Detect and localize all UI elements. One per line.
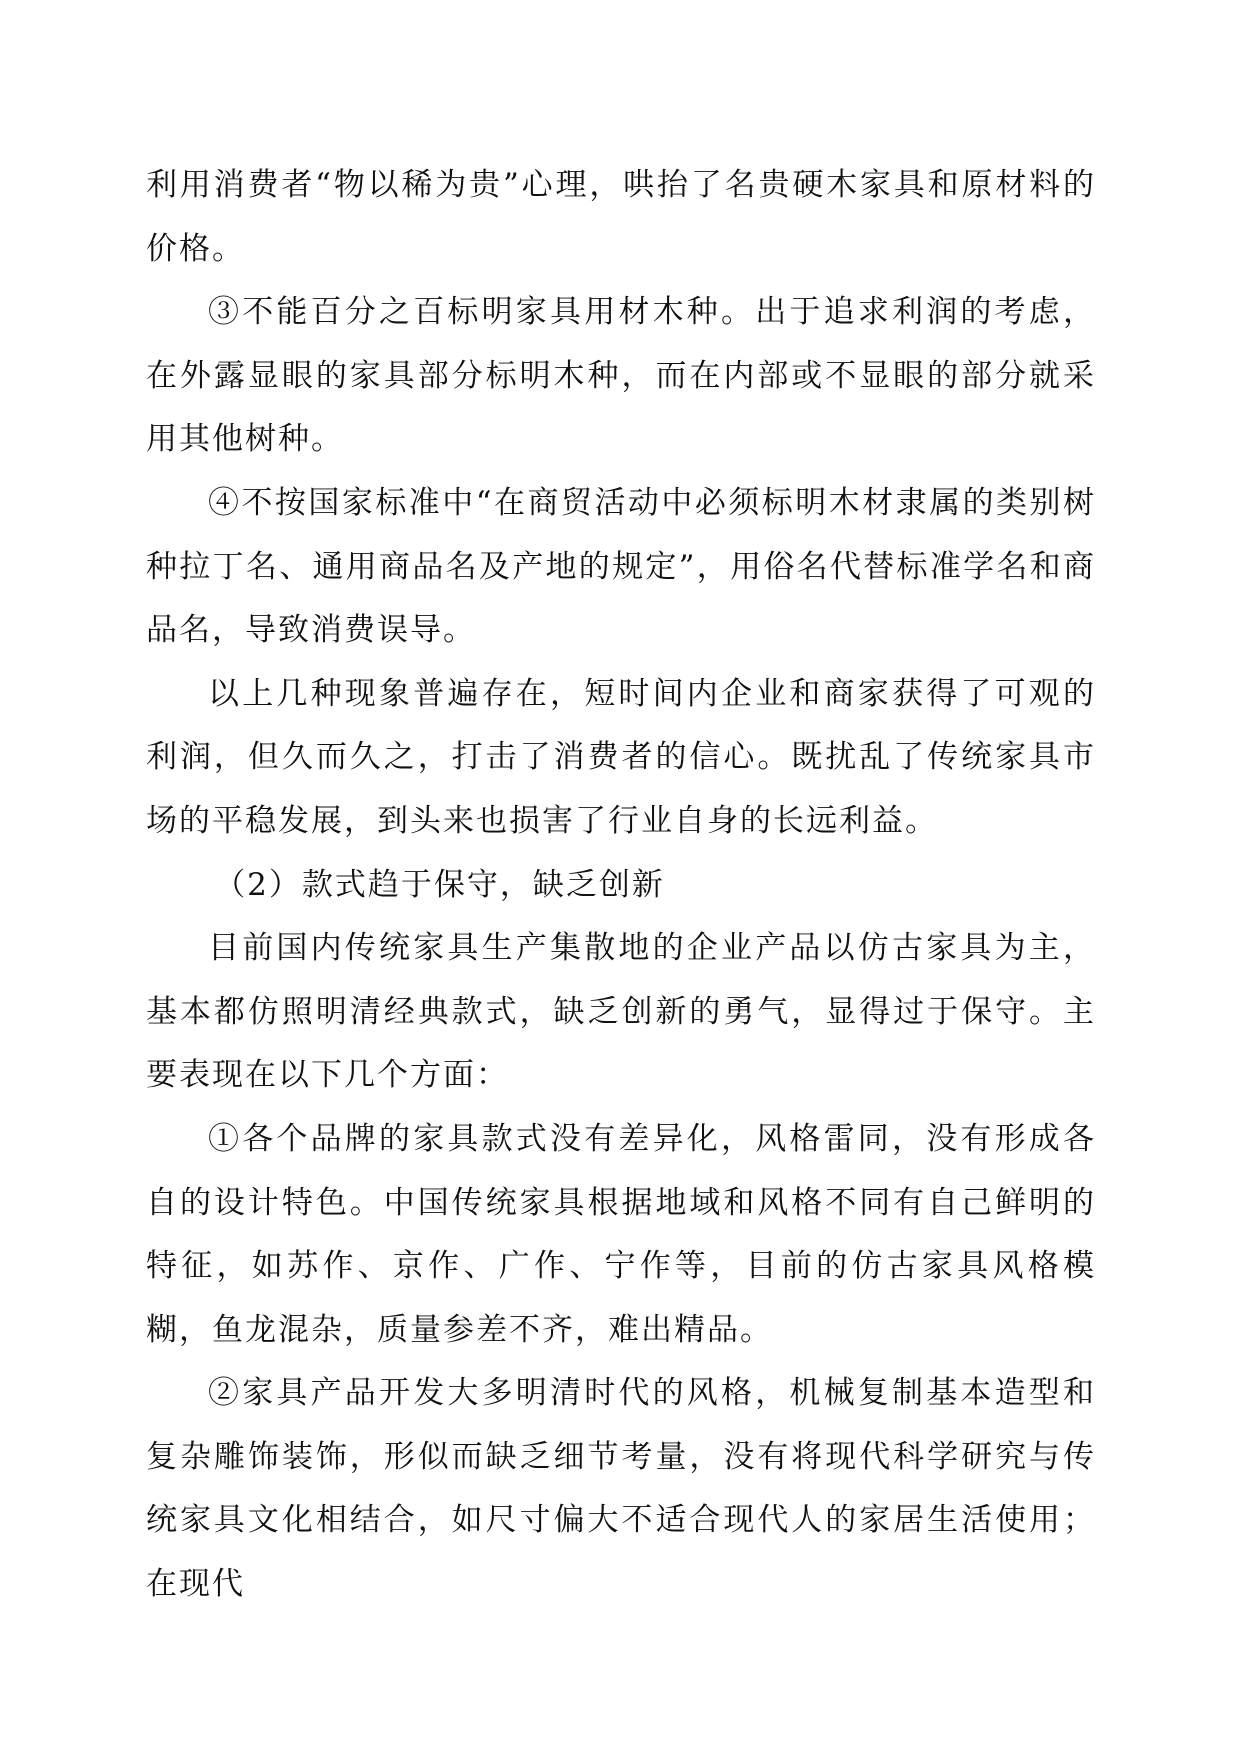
paragraph-intro: 目前国内传统家具生产集散地的企业产品以仿古家具为主，基本都仿照明清经典款式，缺乏创新的勇气，显得过于保守。主要表现在以下几个方面： [146,930,1096,1094]
paragraph-continuation: 利用消费者“物以稀为贵”心理，哄抬了名贵硬木家具和原材料的价格。 [146,167,1096,267]
paragraph-summary: 以上几种现象普遍存在，短时间内企业和商家获得了可观的利润，但久而久之，打击了消费者的信心。既扰乱了传统家具市场的平稳发展，到头来也损害了行业自身的长远利益。 [146,675,1096,839]
paragraph-item-4: ④不按国家标准中“在商贸活动中必须标明木材隶属的类别树种拉丁名、通用商品名及产地的规定”，用俗名代替标准学名和商品名，导致消费误导。 [146,484,1096,649]
paragraph-item-1: ①各个品牌的家具款式没有差异化，风格雷同，没有形成各自的设计特色。中国传统家具根据地域和风格不同有自己鲜明的特征，如苏作、京作、广作、宁作等，目前的仿古家具风格模糊，鱼龙混杂，质量参差不齐，难出精品。 [146,1120,1096,1348]
paragraph-item-3: ③不能百分之百标明家具用材木种。出于追求利润的考虑，在外露显眼的家具部分标明木种，而在内部或不显眼的部分就采用其他树种。 [146,294,1096,458]
document-body [146,154,1096,1617]
section-heading: （2）款式趋于保守，缺乏创新 [214,866,665,903]
paragraph-item-2: ②家具产品开发大多明清时代的风格，机械复制基本造型和复杂雕饰装饰，形似而缺乏细节考量，没有将现代科学研究与传统家具文化相结合，如尺寸偏大不适合现代人的家居生活使用；在现代 [146,1375,1096,1603]
